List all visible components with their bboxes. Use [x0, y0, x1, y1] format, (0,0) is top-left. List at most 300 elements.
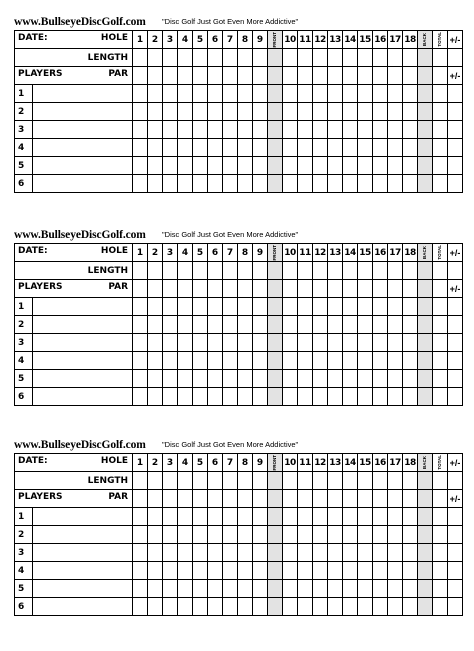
score-cell[interactable]: [358, 598, 373, 616]
score-cell[interactable]: [133, 370, 148, 388]
score-cell[interactable]: [193, 139, 208, 157]
score-cell[interactable]: [298, 49, 313, 67]
score-cell[interactable]: [388, 352, 403, 370]
total-cell[interactable]: [433, 526, 448, 544]
score-cell[interactable]: [193, 280, 208, 298]
score-cell[interactable]: [283, 490, 298, 508]
plus-minus-cell[interactable]: [448, 121, 463, 139]
back-total-cell[interactable]: [418, 298, 433, 316]
score-cell[interactable]: [358, 121, 373, 139]
score-cell[interactable]: [343, 490, 358, 508]
score-cell[interactable]: [133, 316, 148, 334]
score-cell[interactable]: [283, 157, 298, 175]
score-cell[interactable]: [193, 598, 208, 616]
score-cell[interactable]: [223, 67, 238, 85]
score-cell[interactable]: [223, 103, 238, 121]
score-cell[interactable]: [163, 175, 178, 193]
score-cell[interactable]: [238, 157, 253, 175]
score-cell[interactable]: [313, 352, 328, 370]
score-cell[interactable]: [238, 352, 253, 370]
score-cell[interactable]: [328, 85, 343, 103]
score-cell[interactable]: [298, 175, 313, 193]
score-cell[interactable]: [208, 121, 223, 139]
score-cell[interactable]: [133, 580, 148, 598]
score-cell[interactable]: [163, 526, 178, 544]
score-cell[interactable]: [283, 49, 298, 67]
date-cell[interactable]: [15, 31, 133, 49]
score-cell[interactable]: [343, 121, 358, 139]
score-cell[interactable]: [133, 598, 148, 616]
score-cell[interactable]: [343, 352, 358, 370]
score-cell[interactable]: [193, 103, 208, 121]
score-cell[interactable]: [208, 472, 223, 490]
score-cell[interactable]: [178, 334, 193, 352]
score-cell[interactable]: [403, 157, 418, 175]
score-cell[interactable]: [388, 280, 403, 298]
score-cell[interactable]: [178, 280, 193, 298]
player-name-cell[interactable]: [33, 352, 133, 370]
score-cell[interactable]: [298, 139, 313, 157]
score-cell[interactable]: [358, 580, 373, 598]
score-cell[interactable]: [223, 175, 238, 193]
score-cell[interactable]: [133, 157, 148, 175]
score-cell[interactable]: [298, 157, 313, 175]
player-name-cell[interactable]: [33, 526, 133, 544]
plus-minus-cell[interactable]: [448, 298, 463, 316]
score-cell[interactable]: [178, 580, 193, 598]
score-cell[interactable]: [148, 526, 163, 544]
score-cell[interactable]: [373, 352, 388, 370]
score-cell[interactable]: [148, 139, 163, 157]
score-cell[interactable]: [343, 598, 358, 616]
score-cell[interactable]: [178, 262, 193, 280]
score-cell[interactable]: [133, 562, 148, 580]
score-cell[interactable]: [208, 508, 223, 526]
score-cell[interactable]: [388, 103, 403, 121]
score-cell[interactable]: [343, 508, 358, 526]
front-total-cell[interactable]: [268, 85, 283, 103]
score-cell[interactable]: [403, 262, 418, 280]
total-cell[interactable]: [433, 580, 448, 598]
score-cell[interactable]: [223, 490, 238, 508]
score-cell[interactable]: [223, 508, 238, 526]
score-cell[interactable]: [253, 370, 268, 388]
score-cell[interactable]: [283, 85, 298, 103]
score-cell[interactable]: [283, 67, 298, 85]
score-cell[interactable]: [223, 352, 238, 370]
score-cell[interactable]: [388, 139, 403, 157]
back-total-cell[interactable]: [418, 334, 433, 352]
score-cell[interactable]: [403, 490, 418, 508]
plus-minus-cell[interactable]: [448, 49, 463, 67]
score-cell[interactable]: [178, 49, 193, 67]
back-total-cell[interactable]: [418, 175, 433, 193]
score-cell[interactable]: [313, 562, 328, 580]
score-cell[interactable]: [238, 544, 253, 562]
score-cell[interactable]: [298, 598, 313, 616]
score-cell[interactable]: [133, 121, 148, 139]
score-cell[interactable]: [163, 562, 178, 580]
score-cell[interactable]: [343, 298, 358, 316]
score-cell[interactable]: [388, 526, 403, 544]
score-cell[interactable]: [223, 472, 238, 490]
score-cell[interactable]: [403, 562, 418, 580]
score-cell[interactable]: [163, 49, 178, 67]
back-total-cell[interactable]: [418, 370, 433, 388]
score-cell[interactable]: [313, 157, 328, 175]
total-cell[interactable]: [433, 49, 448, 67]
score-cell[interactable]: [343, 562, 358, 580]
score-cell[interactable]: [223, 298, 238, 316]
score-cell[interactable]: [313, 580, 328, 598]
front-total-cell[interactable]: [268, 334, 283, 352]
score-cell[interactable]: [373, 544, 388, 562]
score-cell[interactable]: [403, 316, 418, 334]
score-cell[interactable]: [238, 280, 253, 298]
score-cell[interactable]: [148, 598, 163, 616]
score-cell[interactable]: [283, 508, 298, 526]
score-cell[interactable]: [403, 508, 418, 526]
score-cell[interactable]: [283, 103, 298, 121]
score-cell[interactable]: [358, 139, 373, 157]
score-cell[interactable]: [298, 544, 313, 562]
score-cell[interactable]: [133, 472, 148, 490]
score-cell[interactable]: [208, 49, 223, 67]
score-cell[interactable]: [343, 85, 358, 103]
score-cell[interactable]: [163, 67, 178, 85]
score-cell[interactable]: [178, 85, 193, 103]
score-cell[interactable]: [358, 280, 373, 298]
total-cell[interactable]: [433, 388, 448, 406]
score-cell[interactable]: [208, 598, 223, 616]
score-cell[interactable]: [193, 472, 208, 490]
score-cell[interactable]: [223, 157, 238, 175]
front-total-cell[interactable]: [268, 526, 283, 544]
score-cell[interactable]: [223, 262, 238, 280]
score-cell[interactable]: [373, 316, 388, 334]
score-cell[interactable]: [328, 388, 343, 406]
score-cell[interactable]: [253, 121, 268, 139]
score-cell[interactable]: [403, 49, 418, 67]
score-cell[interactable]: [253, 139, 268, 157]
score-cell[interactable]: [253, 352, 268, 370]
plus-minus-cell[interactable]: +/-: [448, 490, 463, 508]
score-cell[interactable]: [208, 490, 223, 508]
score-cell[interactable]: [358, 472, 373, 490]
score-cell[interactable]: [343, 103, 358, 121]
score-cell[interactable]: [283, 370, 298, 388]
score-cell[interactable]: [328, 334, 343, 352]
score-cell[interactable]: [238, 316, 253, 334]
total-cell[interactable]: [433, 544, 448, 562]
score-cell[interactable]: [148, 67, 163, 85]
score-cell[interactable]: [163, 85, 178, 103]
score-cell[interactable]: [148, 562, 163, 580]
score-cell[interactable]: [208, 280, 223, 298]
score-cell[interactable]: [193, 508, 208, 526]
score-cell[interactable]: [148, 121, 163, 139]
player-name-cell[interactable]: [33, 598, 133, 616]
score-cell[interactable]: [178, 562, 193, 580]
score-cell[interactable]: [388, 388, 403, 406]
score-cell[interactable]: [358, 508, 373, 526]
score-cell[interactable]: [328, 121, 343, 139]
score-cell[interactable]: [193, 49, 208, 67]
score-cell[interactable]: [193, 544, 208, 562]
front-total-cell[interactable]: [268, 472, 283, 490]
score-cell[interactable]: [373, 121, 388, 139]
total-cell[interactable]: [433, 157, 448, 175]
score-cell[interactable]: [403, 352, 418, 370]
front-total-cell[interactable]: [268, 298, 283, 316]
back-total-cell[interactable]: [418, 472, 433, 490]
score-cell[interactable]: [388, 121, 403, 139]
score-cell[interactable]: [388, 67, 403, 85]
score-cell[interactable]: [163, 544, 178, 562]
score-cell[interactable]: [178, 472, 193, 490]
front-total-cell[interactable]: [268, 562, 283, 580]
score-cell[interactable]: [403, 280, 418, 298]
score-cell[interactable]: [208, 175, 223, 193]
back-total-cell[interactable]: [418, 121, 433, 139]
score-cell[interactable]: [313, 85, 328, 103]
score-cell[interactable]: [253, 280, 268, 298]
score-cell[interactable]: [343, 526, 358, 544]
score-cell[interactable]: [148, 334, 163, 352]
score-cell[interactable]: [373, 262, 388, 280]
total-cell[interactable]: [433, 298, 448, 316]
score-cell[interactable]: [328, 157, 343, 175]
score-cell[interactable]: [193, 562, 208, 580]
front-total-cell[interactable]: [268, 280, 283, 298]
score-cell[interactable]: [298, 490, 313, 508]
player-name-cell[interactable]: [33, 121, 133, 139]
front-total-cell[interactable]: [268, 121, 283, 139]
score-cell[interactable]: [358, 544, 373, 562]
score-cell[interactable]: [193, 526, 208, 544]
score-cell[interactable]: [283, 598, 298, 616]
score-cell[interactable]: [298, 352, 313, 370]
score-cell[interactable]: [373, 508, 388, 526]
score-cell[interactable]: [223, 49, 238, 67]
score-cell[interactable]: [148, 280, 163, 298]
score-cell[interactable]: [163, 298, 178, 316]
player-name-cell[interactable]: [33, 157, 133, 175]
score-cell[interactable]: [388, 157, 403, 175]
back-total-cell[interactable]: [418, 580, 433, 598]
score-cell[interactable]: [133, 175, 148, 193]
score-cell[interactable]: [388, 334, 403, 352]
back-total-cell[interactable]: [418, 388, 433, 406]
player-name-cell[interactable]: [33, 316, 133, 334]
score-cell[interactable]: [163, 334, 178, 352]
total-cell[interactable]: [433, 280, 448, 298]
player-name-cell[interactable]: [33, 562, 133, 580]
score-cell[interactable]: [253, 262, 268, 280]
score-cell[interactable]: [313, 67, 328, 85]
front-total-cell[interactable]: [268, 490, 283, 508]
score-cell[interactable]: [208, 334, 223, 352]
score-cell[interactable]: [313, 472, 328, 490]
score-cell[interactable]: [388, 472, 403, 490]
score-cell[interactable]: [238, 103, 253, 121]
score-cell[interactable]: [238, 562, 253, 580]
score-cell[interactable]: [148, 370, 163, 388]
score-cell[interactable]: [223, 316, 238, 334]
score-cell[interactable]: [208, 388, 223, 406]
score-cell[interactable]: [133, 85, 148, 103]
score-cell[interactable]: [373, 490, 388, 508]
score-cell[interactable]: [373, 388, 388, 406]
player-name-cell[interactable]: [33, 85, 133, 103]
score-cell[interactable]: [343, 544, 358, 562]
score-cell[interactable]: [403, 121, 418, 139]
score-cell[interactable]: [328, 262, 343, 280]
plus-minus-cell[interactable]: [448, 352, 463, 370]
player-name-cell[interactable]: [33, 139, 133, 157]
score-cell[interactable]: [238, 298, 253, 316]
score-cell[interactable]: [148, 388, 163, 406]
score-cell[interactable]: [283, 562, 298, 580]
score-cell[interactable]: [253, 67, 268, 85]
score-cell[interactable]: [373, 85, 388, 103]
score-cell[interactable]: [373, 598, 388, 616]
score-cell[interactable]: [163, 580, 178, 598]
score-cell[interactable]: [133, 139, 148, 157]
score-cell[interactable]: [178, 121, 193, 139]
score-cell[interactable]: [373, 157, 388, 175]
score-cell[interactable]: [313, 544, 328, 562]
score-cell[interactable]: [373, 298, 388, 316]
score-cell[interactable]: [193, 67, 208, 85]
score-cell[interactable]: [178, 67, 193, 85]
score-cell[interactable]: [253, 157, 268, 175]
front-total-cell[interactable]: [268, 580, 283, 598]
score-cell[interactable]: [238, 388, 253, 406]
score-cell[interactable]: [208, 103, 223, 121]
score-cell[interactable]: [313, 262, 328, 280]
score-cell[interactable]: [133, 49, 148, 67]
score-cell[interactable]: [163, 316, 178, 334]
score-cell[interactable]: [208, 580, 223, 598]
score-cell[interactable]: [388, 562, 403, 580]
player-name-cell[interactable]: [33, 580, 133, 598]
score-cell[interactable]: [163, 352, 178, 370]
score-cell[interactable]: [388, 490, 403, 508]
score-cell[interactable]: [253, 598, 268, 616]
score-cell[interactable]: [238, 370, 253, 388]
score-cell[interactable]: [343, 157, 358, 175]
score-cell[interactable]: [223, 121, 238, 139]
score-cell[interactable]: [148, 544, 163, 562]
score-cell[interactable]: [403, 103, 418, 121]
total-cell[interactable]: [433, 85, 448, 103]
score-cell[interactable]: [148, 85, 163, 103]
score-cell[interactable]: [298, 580, 313, 598]
score-cell[interactable]: [343, 139, 358, 157]
score-cell[interactable]: [178, 508, 193, 526]
player-name-cell[interactable]: [33, 388, 133, 406]
score-cell[interactable]: [238, 334, 253, 352]
score-cell[interactable]: [238, 580, 253, 598]
score-cell[interactable]: [223, 334, 238, 352]
score-cell[interactable]: [223, 85, 238, 103]
score-cell[interactable]: [178, 175, 193, 193]
date-cell[interactable]: [15, 454, 133, 472]
score-cell[interactable]: [253, 334, 268, 352]
score-cell[interactable]: [223, 280, 238, 298]
player-name-cell[interactable]: [33, 334, 133, 352]
score-cell[interactable]: [298, 526, 313, 544]
plus-minus-cell[interactable]: [448, 508, 463, 526]
score-cell[interactable]: [193, 175, 208, 193]
score-cell[interactable]: [238, 490, 253, 508]
score-cell[interactable]: [358, 526, 373, 544]
score-cell[interactable]: [163, 139, 178, 157]
score-cell[interactable]: [328, 280, 343, 298]
score-cell[interactable]: [403, 67, 418, 85]
front-total-cell[interactable]: [268, 508, 283, 526]
score-cell[interactable]: [283, 334, 298, 352]
front-total-cell[interactable]: [268, 316, 283, 334]
total-cell[interactable]: [433, 316, 448, 334]
score-cell[interactable]: [388, 370, 403, 388]
player-name-cell[interactable]: [33, 508, 133, 526]
score-cell[interactable]: [283, 526, 298, 544]
score-cell[interactable]: [328, 580, 343, 598]
score-cell[interactable]: [253, 85, 268, 103]
score-cell[interactable]: [358, 157, 373, 175]
score-cell[interactable]: [313, 139, 328, 157]
score-cell[interactable]: [148, 472, 163, 490]
score-cell[interactable]: [178, 526, 193, 544]
score-cell[interactable]: [403, 139, 418, 157]
score-cell[interactable]: [358, 334, 373, 352]
score-cell[interactable]: [133, 388, 148, 406]
score-cell[interactable]: [358, 85, 373, 103]
score-cell[interactable]: [298, 388, 313, 406]
score-cell[interactable]: [313, 598, 328, 616]
score-cell[interactable]: [343, 49, 358, 67]
player-name-cell[interactable]: [33, 298, 133, 316]
score-cell[interactable]: [178, 598, 193, 616]
score-cell[interactable]: [373, 139, 388, 157]
score-cell[interactable]: [178, 352, 193, 370]
score-cell[interactable]: [253, 388, 268, 406]
score-cell[interactable]: [148, 157, 163, 175]
score-cell[interactable]: [328, 139, 343, 157]
score-cell[interactable]: [343, 280, 358, 298]
total-cell[interactable]: [433, 598, 448, 616]
score-cell[interactable]: [163, 598, 178, 616]
plus-minus-cell[interactable]: [448, 175, 463, 193]
front-total-cell[interactable]: [268, 157, 283, 175]
score-cell[interactable]: [208, 526, 223, 544]
score-cell[interactable]: [403, 472, 418, 490]
score-cell[interactable]: [373, 472, 388, 490]
front-total-cell[interactable]: [268, 67, 283, 85]
score-cell[interactable]: [313, 526, 328, 544]
score-cell[interactable]: [313, 370, 328, 388]
score-cell[interactable]: [313, 490, 328, 508]
score-cell[interactable]: [253, 472, 268, 490]
score-cell[interactable]: [208, 298, 223, 316]
score-cell[interactable]: [163, 262, 178, 280]
total-cell[interactable]: [433, 334, 448, 352]
score-cell[interactable]: [373, 526, 388, 544]
score-cell[interactable]: [193, 316, 208, 334]
score-cell[interactable]: [328, 562, 343, 580]
